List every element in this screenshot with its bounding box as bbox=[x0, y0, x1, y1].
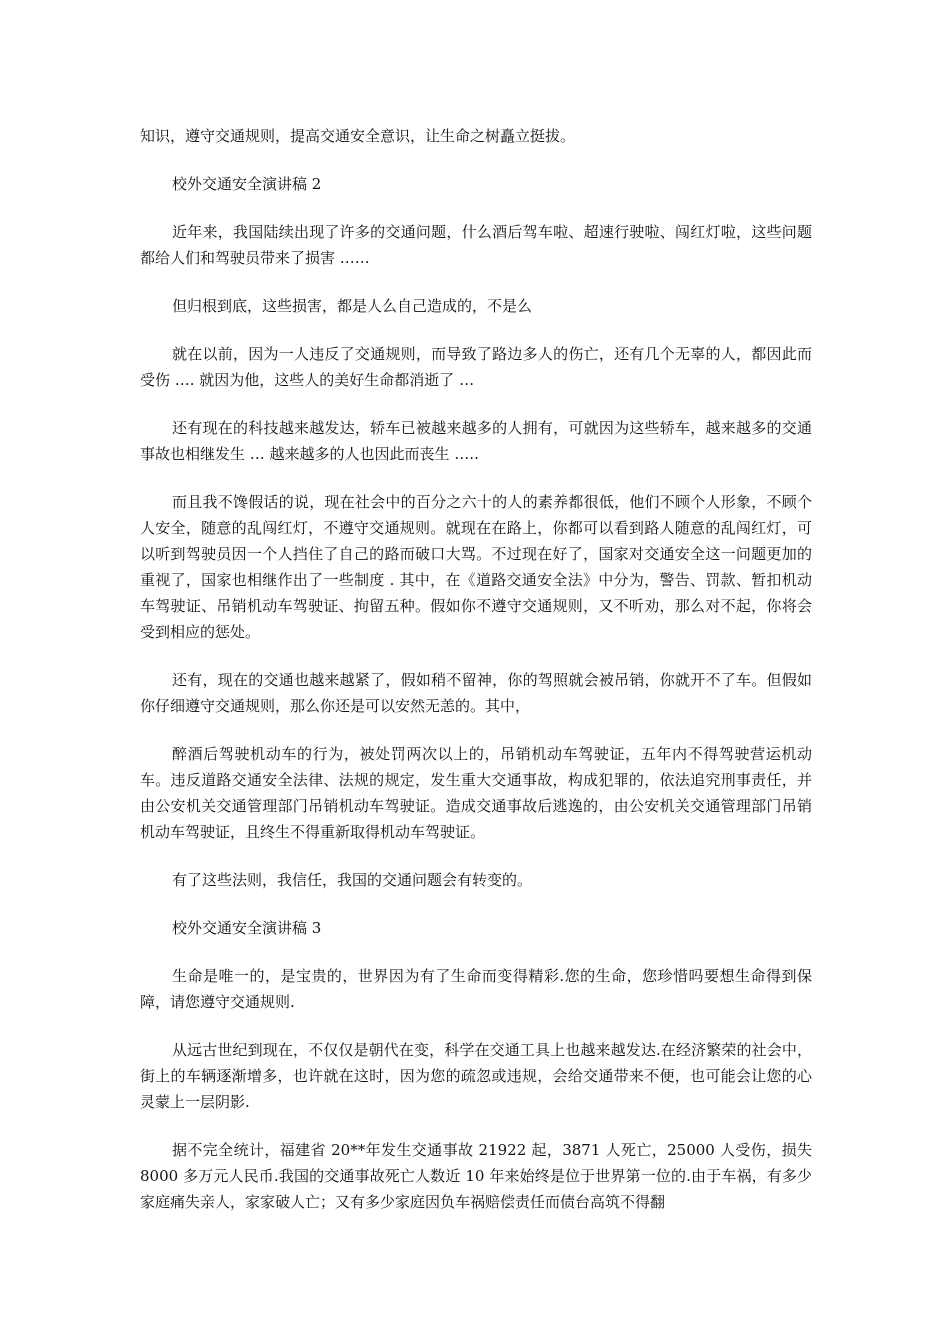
paragraph: 生命是唯一的，是宝贵的，世界因为有了生命而变得精彩.您的生命，您珍惜吗要想生命得到保障，请您遵守交通规则. bbox=[140, 967, 812, 1011]
paragraph: 就在以前，因为一人违反了交通规则，而导致了路边多人的伤亡，还有几个无辜的人，都因此而受伤 …. 就因为他，这些人的美好生命都消逝了 … bbox=[140, 345, 812, 389]
paragraph: 据不完全统计，福建省 20**年发生交通事故 21922 起，3871 人死亡，25000 人受伤，损失 8000 多万元人民币.我国的交通事故死亡人数近 10 年来始终是位于世界第一位的.由于车祸，有多少家庭痛失亲人，家家破人亡；又有多少家庭因负车祸赔偿责任而债台高筑不得翻 bbox=[140, 1141, 812, 1211]
paragraph: 醉酒后驾驶机动车的行为，被处罚两次以上的，吊销机动车驾驶证，五年内不得驾驶营运机动车。违反道路交通安全法律、法规的规定，发生重大交通事故，构成犯罪的，依法追究刑事责任，并由公安机关交通管理部门吊销机动车驾驶证。造成交通事故后逃逸的，由公安机关交通管理部门吊销机动车驾驶证，且终生不得重新取得机动车驾驶证。 bbox=[140, 745, 812, 841]
paragraph-continuation: 知识，遵守交通规则，提高交通安全意识，让生命之树矗立挺拔。 bbox=[140, 127, 576, 145]
paragraph: 近年来，我国陆续出现了许多的交通问题，什么酒后驾车啦、超速行驶啦、闯红灯啦，这些问题都给人们和驾驶员带来了损害 …… bbox=[140, 223, 812, 267]
section-heading-3: 校外交通安全演讲稿 3 bbox=[172, 919, 322, 937]
paragraph: 还有，现在的交通也越来越紧了，假如稍不留神，你的驾照就会被吊销，你就开不了车。但假如你仔细遵守交通规则，那么你还是可以安然无恙的。其中， bbox=[140, 671, 812, 715]
paragraph: 从远古世纪到现在，不仅仅是朝代在变，科学在交通工具上也越来越发达.在经济繁荣的社会中，街上的车辆逐渐增多，也许就在这时，因为您的疏忽或违规，会给交通带来不便，也可能会让您的心灵蒙上一层阴影. bbox=[140, 1041, 812, 1111]
paragraph: 还有现在的科技越来越发达，轿车已被越来越多的人拥有，可就因为这些轿车，越来越多的交通事故也相继发生 … 越来越多的人也因此而丧生 ….. bbox=[140, 419, 812, 463]
section-heading-2: 校外交通安全演讲稿 2 bbox=[172, 175, 322, 193]
paragraph: 但归根到底，这些损害，都是人么自己造成的，不是么 bbox=[172, 297, 533, 315]
document-body bbox=[140, 123, 812, 1237]
paragraph: 而且我不馋假话的说，现在社会中的百分之六十的人的素养都很低，他们不顾个人形象，不顾个人安全，随意的乱闯红灯，不遵守交通规则。就现在在路上，你都可以看到路人随意的乱闯红灯，可以听到驾驶员因一个人挡住了自己的路而破口大骂。不过现在好了，国家对交通安全这一问题更加的重视了，国家也相继作出了一些制度 . 其中，在《道路交通安全法》中分为，警告、罚款、暂扣机动车驾驶证、吊销机动车驾驶证、拘留五种。假如你不遵守交通规则，又不听劝，那么对不起，你将会受到相应的惩处。 bbox=[140, 493, 812, 641]
paragraph: 有了这些法则，我信任，我国的交通问题会有转变的。 bbox=[172, 871, 533, 889]
